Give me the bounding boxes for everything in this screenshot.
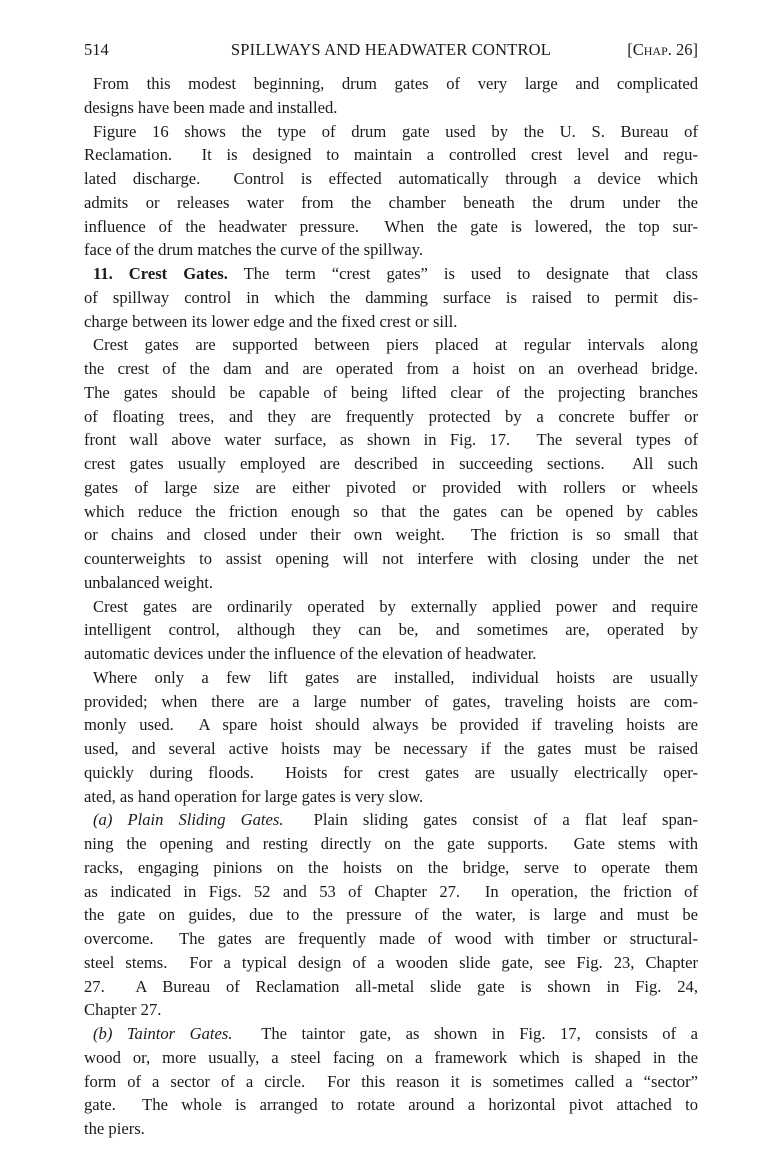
line-text: crest gates usually employed are described in succeeding sections. All such bbox=[84, 454, 698, 473]
text-line bbox=[84, 618, 698, 642]
line-text: Chapter 27. bbox=[84, 1000, 162, 1020]
paragraph bbox=[84, 72, 698, 120]
text-line bbox=[84, 96, 698, 120]
line-text: designs have been made and installed. bbox=[84, 97, 338, 117]
line-text: 27. A Bureau of Reclamation all-metal slide gate is shown in Fig. 24, bbox=[84, 976, 698, 996]
text-line bbox=[84, 666, 698, 690]
running-header bbox=[84, 40, 698, 62]
line-text: monly used. A spare hoist should always be provided if traveling hoists are bbox=[84, 715, 698, 735]
text-line bbox=[84, 191, 698, 215]
paragraph bbox=[84, 666, 698, 809]
line-text: the crest of the dam and are operated from a hoist on an overhead bridge. bbox=[84, 359, 698, 378]
text-line bbox=[84, 832, 698, 856]
paragraph bbox=[84, 595, 698, 666]
text-line bbox=[84, 310, 698, 334]
text-line bbox=[84, 1117, 698, 1141]
paragraph bbox=[84, 120, 698, 263]
line-text: racks, engaging pinions on the hoists on the bridge, serve to operate them bbox=[84, 857, 698, 877]
line-text: admits or releases water from the chamber beneath the drum under the bbox=[84, 192, 698, 212]
line-text: Reclamation. It is designed to maintain a controlled crest level and regu- bbox=[84, 145, 698, 165]
line-text: Plain sliding gates consist of a flat leaf span- bbox=[283, 810, 699, 830]
line-text: front wall above water surface, as shown in Fig. 17. The several types of bbox=[84, 430, 698, 450]
text-line bbox=[84, 761, 698, 785]
text-line bbox=[84, 72, 698, 96]
section-heading: (a) Plain Sliding Gates. bbox=[93, 810, 284, 830]
text-line bbox=[84, 262, 698, 286]
line-text: wood or, more usually, a steel facing on a framework which is shaped in the bbox=[84, 1047, 698, 1067]
paragraph bbox=[84, 1022, 698, 1141]
text-line bbox=[84, 286, 698, 310]
line-text: ated, as hand operation for large gates is very slow. bbox=[84, 786, 424, 806]
line-text: of spillway control in which the damming surface is raised to permit dis- bbox=[84, 287, 698, 307]
text-line bbox=[84, 1046, 698, 1070]
text-line bbox=[84, 405, 698, 429]
text-line bbox=[84, 903, 698, 927]
line-text: gates of large size are either pivoted or provided with rollers or wheels bbox=[84, 477, 698, 497]
line-text: ning the opening and resting directly on the gate supports. Gate stems with bbox=[84, 834, 698, 853]
text-line bbox=[84, 927, 698, 951]
chapter-label: [Chap. 26] bbox=[627, 40, 698, 59]
text-line bbox=[84, 143, 698, 167]
text-line bbox=[84, 975, 698, 999]
text-line bbox=[84, 1022, 698, 1046]
text-line bbox=[84, 452, 698, 476]
text-line bbox=[84, 713, 698, 737]
line-text: intelligent control, although they can be, and sometimes are, operated by bbox=[84, 620, 698, 640]
section-heading: (b) Taintor Gates. bbox=[93, 1024, 233, 1043]
line-text: The gates should be capable of being lifted clear of the projecting branches bbox=[84, 382, 698, 402]
page-number: 514 bbox=[84, 40, 109, 59]
text-line bbox=[84, 523, 698, 547]
line-text: form of a sector of a circle. For this reason it is sometimes called a “sector” bbox=[84, 1071, 698, 1091]
paragraph bbox=[84, 808, 698, 1022]
text-line bbox=[84, 428, 698, 452]
text-line bbox=[84, 856, 698, 880]
text-line bbox=[84, 642, 698, 666]
line-text: or chains and closed under their own weight. The friction is so small that bbox=[84, 525, 698, 545]
text-line bbox=[84, 595, 698, 619]
line-text: steel stems. For a typical design of a wooden slide gate, see Fig. 23, Chapter bbox=[84, 952, 698, 972]
line-text: The term “crest gates” is used to designate that class bbox=[227, 264, 698, 283]
text-line bbox=[84, 120, 698, 144]
text-line bbox=[84, 571, 698, 595]
line-text: the gate on guides, due to the pressure of the water, is large and must be bbox=[84, 905, 698, 925]
line-text: The taintor gate, as shown in Fig. 17, consists of a bbox=[232, 1024, 698, 1043]
line-text: charge between its lower edge and the fixed crest or sill. bbox=[84, 311, 458, 331]
line-text: provided; when there are a large number of gates, traveling hoists are com- bbox=[84, 691, 698, 711]
line-text: Figure 16 shows the type of drum gate used by the U. S. Bureau of bbox=[93, 121, 698, 141]
running-title: SPILLWAYS AND HEADWATER CONTROL bbox=[230, 40, 552, 59]
text-line bbox=[84, 333, 698, 357]
line-text: lated discharge. Control is effected automatically through a device which bbox=[84, 169, 698, 188]
paragraph bbox=[84, 262, 698, 333]
line-text: influence of the headwater pressure. When the gate is lowered, the top sur- bbox=[84, 216, 698, 236]
text-line bbox=[84, 381, 698, 405]
line-text: gate. The whole is arranged to rotate around a horizontal pivot attached to bbox=[84, 1095, 698, 1115]
text-line bbox=[84, 476, 698, 500]
line-text: automatic devices under the influence of the elevation of headwater. bbox=[84, 644, 537, 663]
text-line bbox=[84, 500, 698, 524]
line-text: unbalanced weight. bbox=[84, 572, 214, 592]
text-line bbox=[84, 737, 698, 761]
text-line bbox=[84, 357, 698, 381]
line-text: used, and several active hoists may be necessary if the gates must be raised bbox=[84, 739, 698, 758]
text-line bbox=[84, 215, 698, 239]
line-text: quickly during floods. Hoists for crest gates are usually electrically oper- bbox=[84, 762, 698, 782]
text-line bbox=[84, 547, 698, 571]
line-text: overcome. The gates are frequently made of wood with timber or structural- bbox=[84, 929, 698, 948]
line-text: face of the drum matches the curve of the spillway. bbox=[84, 240, 423, 260]
text-line bbox=[84, 998, 698, 1022]
line-text: Where only a few lift gates are installed, individual hoists are usually bbox=[93, 667, 698, 687]
text-line bbox=[84, 951, 698, 975]
line-text: as indicated in Figs. 52 and 53 of Chapter 27. In operation, the friction of bbox=[84, 881, 698, 901]
line-text: the piers. bbox=[84, 1119, 145, 1138]
line-text: which reduce the friction enough so that the gates can be opened by cables bbox=[84, 501, 698, 521]
text-line bbox=[84, 690, 698, 714]
line-text: From this modest beginning, drum gates of very large and complicated bbox=[93, 74, 698, 93]
text-line bbox=[84, 785, 698, 809]
text-line bbox=[84, 1093, 698, 1117]
line-text: Crest gates are supported between piers placed at regular intervals along bbox=[93, 335, 698, 355]
text-line bbox=[84, 167, 698, 191]
text-line bbox=[84, 880, 698, 904]
paragraph bbox=[84, 333, 698, 594]
page-body bbox=[84, 72, 698, 1141]
text-line bbox=[84, 1070, 698, 1094]
text-line bbox=[84, 238, 698, 262]
line-text: counterweights to assist opening will not interfere with closing under the net bbox=[84, 549, 698, 568]
section-heading: 11. Crest Gates. bbox=[93, 264, 228, 283]
text-line bbox=[84, 808, 698, 832]
line-text: Crest gates are ordinarily operated by externally applied power and require bbox=[93, 596, 698, 616]
line-text: of floating trees, and they are frequently protected by a concrete buffer or bbox=[84, 406, 698, 426]
